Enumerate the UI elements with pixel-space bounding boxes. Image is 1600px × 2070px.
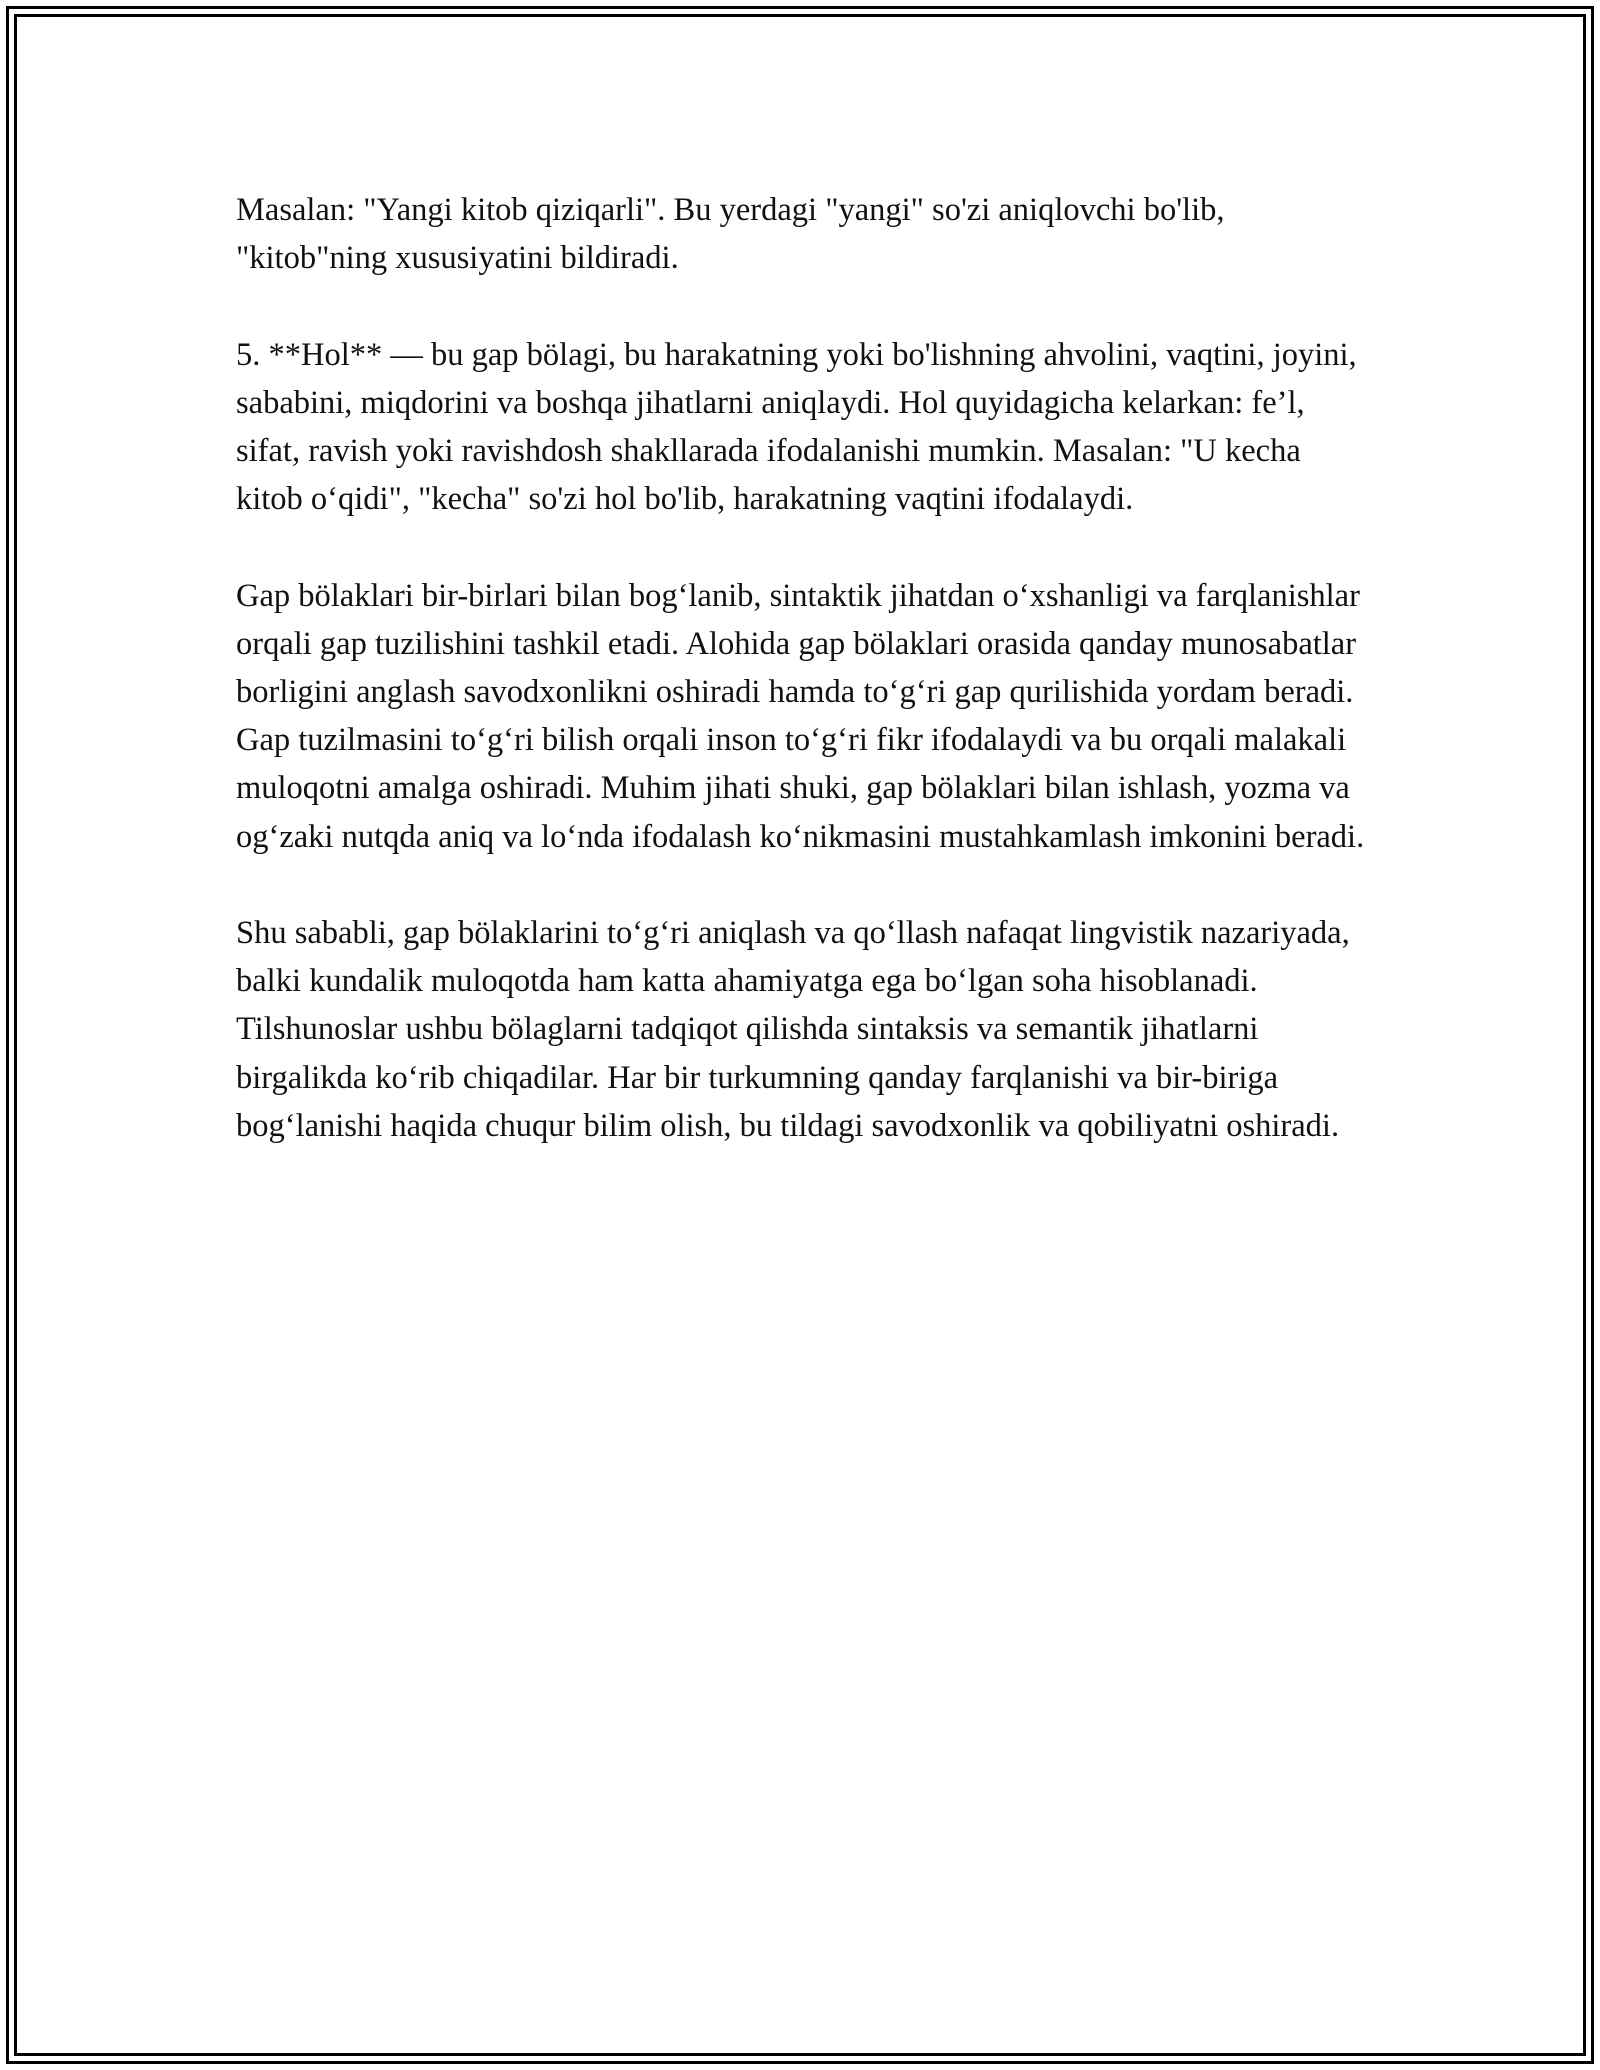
paragraph-example-aniqlovchi: Masalan: "Yangi kitob qiziqarli". Bu yerdagi "yangi" so'zi aniqlovchi bo'lib, "kitob"ning xususiyatini bildiradi. <box>236 192 1225 277</box>
paragraph-conclusion: Shu sababli, gap bölaklarini to‘g‘ri aniqlash va qo‘llash nafaqat lingvistik nazariyada, balki kundalik muloqotda ham katta ahamiyatga ega bo‘lgan soha hisoblanadi. Tilshunoslar ushbu bölaglarni tadqiqot qilishda sintaksis va semantik jihatlarni birgalikda ko‘rib chiqadilar. Har bir turkumning qanday farqlanishi va bir-biriga bog‘lanishi haqida chuqur bilim olish, bu tildagi savodxonlik va qobiliyatni oshiradi. <box>236 915 1350 1144</box>
document-body <box>236 186 1366 1198</box>
paragraph-hol-definition: 5. **Hol** — bu gap bölagi, bu harakatning yoki bo'lishning ahvolini, vaqtini, joyini, sababini, miqdorini va boshqa jihatlarni aniqlaydi. Hol quyidagicha kelarkan: fe’l, sifat, ravish yoki ravishdosh shakllarada ifodalanishi mumkin. Masalan: "U kecha kitob o‘qidi", "kecha" so'zi hol bo'lib, harakatning vaqtini ifodalaydi. <box>236 336 1357 518</box>
paragraph-gap-bolaklari: Gap bölaklari bir-birlari bilan bog‘lanib, sintaktik jihatdan o‘xshanligi va farqlanishlar orqali gap tuzilishini tashkil etadi. Alohida gap bölaklari orasida qanday munosabatlar borligini anglash savodxonlikni oshiradi hamda to‘g‘ri gap qurilishida yordam beradi. Gap tuzilmasini to‘g‘ri bilish orqali inson to‘g‘ri fikr ifodalaydi va bu orqali malakali muloqotni amalga oshiradi. Muhim jihati shuki, gap bölaklari bilan ishlash, yozma va og‘zaki nutqda aniq va lo‘nda ifodalash ko‘nikmasini mustahkamlash imkonini beradi. <box>236 577 1365 855</box>
